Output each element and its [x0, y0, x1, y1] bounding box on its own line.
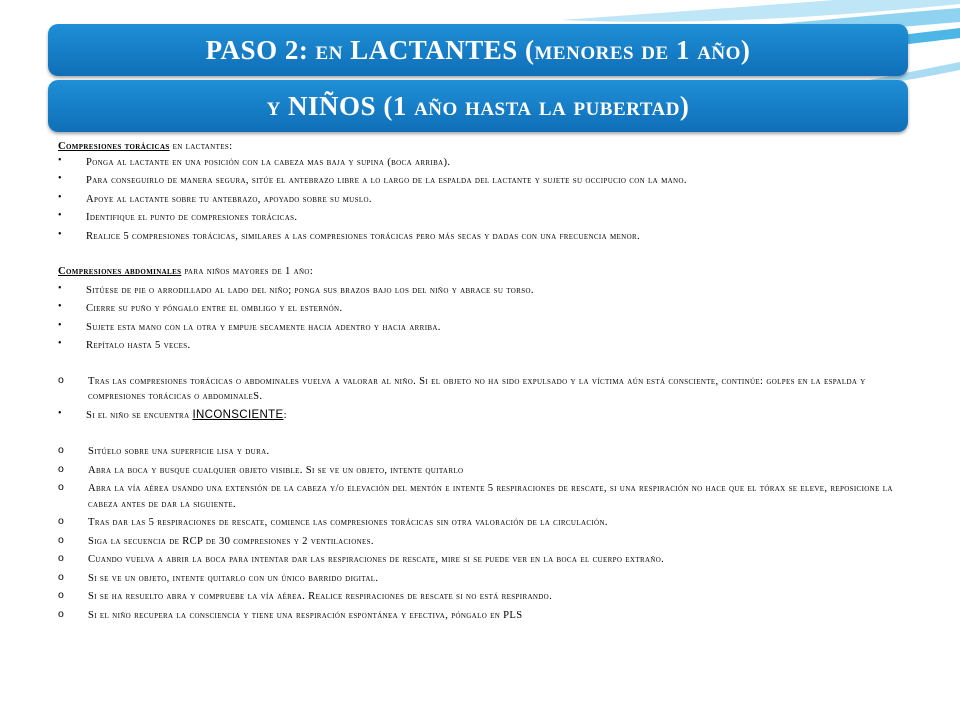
list-item: • Repítalo hasta 5 veces.	[58, 338, 191, 351]
list-item: • Ponga al lactante en una posición con la cabeza mas baja y supina (boca arriba).	[58, 154, 451, 168]
title-line-2: y NIÑOS (1 año hasta la pubertad)	[266, 91, 690, 121]
list-item: o Si se ve un objeto, intente quitarlo con un único barrido digital.	[58, 570, 379, 584]
list-item: • Cierre su puño y póngalo entre el ombligo y el esternón.	[58, 301, 343, 314]
unconscious-heading: • Si el niño se encuentra INCONSCIENTE:	[58, 407, 287, 421]
content-body	[58, 139, 908, 626]
infants-heading: Compresiones torácicas en lactantes:	[58, 141, 233, 152]
list-item: • Identifique el punto de compresiones torácicas.	[58, 210, 298, 223]
list-item: • Apoye al lactante sobre tu antebrazo, apoyado sobre su muslo.	[58, 191, 372, 205]
list-item: o Siga la secuencia de RCP de 30 compresiones y 2 ventilaciones.	[58, 533, 374, 547]
list-item: o Tras las compresiones torácicas o abdominales vuelva a valorar al niño. Si el objeto no ha sido expulsado y la víctima aún está consciente, continúe: golpes en la espalda y compresiones torácicas o abdominaleS.	[58, 373, 866, 402]
list-item: • Sitúese de pie o arrodillado al lado del niño; ponga sus brazos bajo los del niño y abrace su torso.	[58, 282, 534, 296]
list-item: • Realice 5 compresiones torácicas, similares a las compresiones torácicas pero más secas y dadas con una frecuencia menor.	[58, 228, 641, 242]
children-heading: Compresiones abdominales para niños mayores de 1 año:	[58, 266, 314, 277]
list-item: o Sitúelo sobre una superficie lisa y dura.	[58, 444, 270, 457]
list-item: o Abra la boca y busque cualquier objeto visible. Si se ve un objeto, intente quitarlo	[58, 462, 464, 476]
title-line-1: PASO 2: en LACTANTES (menores de 1 año)	[205, 35, 751, 65]
list-item: o Abra la vía aérea usando una extensión de la cabeza y/o elevación del mentón e intente 5 respiraciones de rescate, si una respiración no hace que el tórax se eleve, reposicione la cabeza antes de dar la siguiente.	[58, 481, 893, 510]
list-item: o Si se ha resuelto abra y compruebe la vía aérea. Realice respiraciones de rescate si no está respirando.	[58, 589, 553, 602]
list-item: • Para conseguirlo de manera segura, sitúe el antebrazo libre a lo largo de la espalda del lactante y sujete su occipucio con la mano.	[58, 173, 687, 186]
list-item: o Cuando vuelva a abrir la boca para intentar dar las respiraciones de rescate, mire si se puede ver en la boca el cuerpo extraño.	[58, 552, 665, 565]
list-item: o Si el niño recupera la consciencia y tiene una respiración espontánea y efectiva, póngalo en PLS	[58, 607, 523, 621]
list-item: o Tras dar las 5 respiraciones de rescate, comience las compresiones torácicas sin otra valoración de la circulación.	[58, 515, 608, 528]
title-banner-2	[48, 80, 908, 132]
title-banner-1	[48, 24, 908, 76]
list-item: • Sujete esta mano con la otra y empuje secamente hacia adentro y hacia arriba.	[58, 319, 441, 333]
